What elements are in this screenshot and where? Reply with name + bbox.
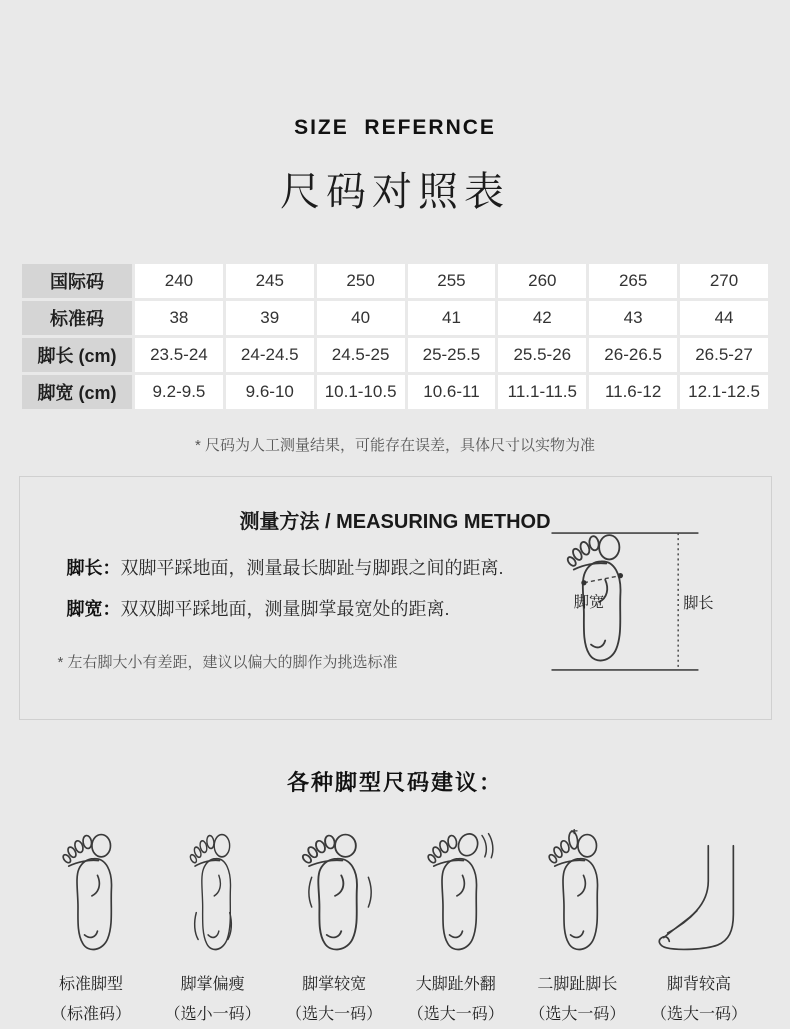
row-header: 脚宽 (cm) bbox=[22, 375, 132, 409]
size-cell: 11.6-12 bbox=[589, 375, 677, 409]
foot-length-label: 脚长： bbox=[66, 558, 121, 578]
foot-type-advice: （选大一码） bbox=[286, 1006, 383, 1023]
page-title-zh: 尺码对照表 bbox=[280, 170, 510, 214]
size-cell: 44 bbox=[680, 301, 768, 335]
size-cell: 41 bbox=[408, 301, 496, 335]
size-cell: 38 bbox=[135, 301, 223, 335]
foot-measuring-diagram-icon bbox=[530, 527, 725, 677]
size-cell: 26-26.5 bbox=[589, 338, 677, 372]
size-cell: 10.1-10.5 bbox=[317, 375, 405, 409]
foot-types-row bbox=[34, 829, 756, 1024]
measuring-method-title: 测量方法 / MEASURING METHOD bbox=[239, 511, 551, 533]
foot-width-label: 脚宽： bbox=[66, 599, 121, 619]
size-cell: 25.5-26 bbox=[498, 338, 586, 372]
foot-type-advice: （标准码） bbox=[50, 1006, 131, 1023]
size-cell: 9.2-9.5 bbox=[135, 375, 223, 409]
size-table bbox=[19, 261, 771, 412]
size-cell: 24.5-25 bbox=[317, 338, 405, 372]
size-cell: 265 bbox=[589, 264, 677, 298]
foot-length-text: 双脚平踩地面，测量最长脚趾与脚跟之间的距离. bbox=[120, 558, 504, 578]
size-cell: 42 bbox=[498, 301, 586, 335]
size-table-note: * 尺码为人工测量结果，可能存在误差，具体尺寸以实物为准 bbox=[194, 437, 595, 454]
foot-card-narrow bbox=[156, 829, 270, 1024]
foot-card-high-instep bbox=[642, 829, 756, 1024]
size-cell: 10.6-11 bbox=[408, 375, 496, 409]
foot-card-splayed-big-toe bbox=[399, 829, 513, 1024]
size-cell: 40 bbox=[317, 301, 405, 335]
diagram-length-label: 脚长 bbox=[682, 595, 714, 613]
narrow-foot-icon bbox=[163, 829, 263, 959]
size-cell: 260 bbox=[498, 264, 586, 298]
size-cell: 39 bbox=[226, 301, 314, 335]
size-cell: 255 bbox=[408, 264, 496, 298]
standard-foot-icon bbox=[41, 829, 141, 959]
long-second-toe-foot-icon bbox=[527, 829, 627, 959]
foot-type-name: 大脚趾外翻 bbox=[415, 976, 496, 993]
page-title-en: SIZE REFERNCE bbox=[294, 116, 496, 139]
size-cell: 25-25.5 bbox=[408, 338, 496, 372]
foot-type-advice: （选大一码） bbox=[529, 1006, 626, 1023]
diagram-width-label: 脚宽 bbox=[573, 594, 604, 612]
foot-card-wide bbox=[277, 829, 391, 1024]
foot-type-advice: （选大一码） bbox=[650, 1006, 747, 1023]
size-cell: 24-24.5 bbox=[226, 338, 314, 372]
size-cell: 11.1-11.5 bbox=[498, 375, 586, 409]
foot-types-title: 各种脚型尺码建议： bbox=[286, 770, 503, 795]
size-cell: 270 bbox=[680, 264, 768, 298]
table-row-standard-size bbox=[22, 301, 768, 335]
size-cell: 43 bbox=[589, 301, 677, 335]
wide-foot-icon bbox=[284, 829, 384, 959]
foot-type-name: 脚掌偏瘦 bbox=[180, 976, 245, 993]
table-row-foot-width bbox=[22, 375, 768, 409]
table-row-foot-length bbox=[22, 338, 768, 372]
measuring-note: * 左右脚大小有差距，建议以偏大的脚作为挑选标准 bbox=[57, 654, 398, 671]
high-instep-foot-icon bbox=[649, 829, 749, 959]
foot-type-name: 二脚趾脚长 bbox=[537, 976, 618, 993]
foot-type-name: 标准脚型 bbox=[58, 976, 123, 993]
size-cell: 245 bbox=[226, 264, 314, 298]
size-cell: 12.1-12.5 bbox=[680, 375, 768, 409]
size-cell: 240 bbox=[135, 264, 223, 298]
size-cell: 9.6-10 bbox=[226, 375, 314, 409]
foot-card-long-second-toe bbox=[520, 829, 634, 1024]
size-cell: 23.5-24 bbox=[135, 338, 223, 372]
table-row-intl-size bbox=[22, 264, 768, 298]
foot-type-name: 脚背较高 bbox=[666, 976, 731, 993]
size-cell: 26.5-27 bbox=[680, 338, 768, 372]
foot-type-advice: （选大一码） bbox=[407, 1006, 504, 1023]
measuring-method-box bbox=[19, 476, 772, 720]
foot-type-name: 脚掌较宽 bbox=[302, 976, 367, 993]
splayed-big-toe-foot-icon bbox=[406, 829, 506, 959]
row-header: 标准码 bbox=[22, 301, 132, 335]
size-cell: 250 bbox=[317, 264, 405, 298]
foot-width-text: 双双脚平踩地面，测量脚掌最宽处的距离. bbox=[120, 599, 450, 619]
foot-card-standard bbox=[34, 829, 148, 1024]
foot-type-advice: （选小一码） bbox=[164, 1006, 261, 1023]
row-header: 国际码 bbox=[22, 264, 132, 298]
row-header: 脚长 (cm) bbox=[22, 338, 132, 372]
